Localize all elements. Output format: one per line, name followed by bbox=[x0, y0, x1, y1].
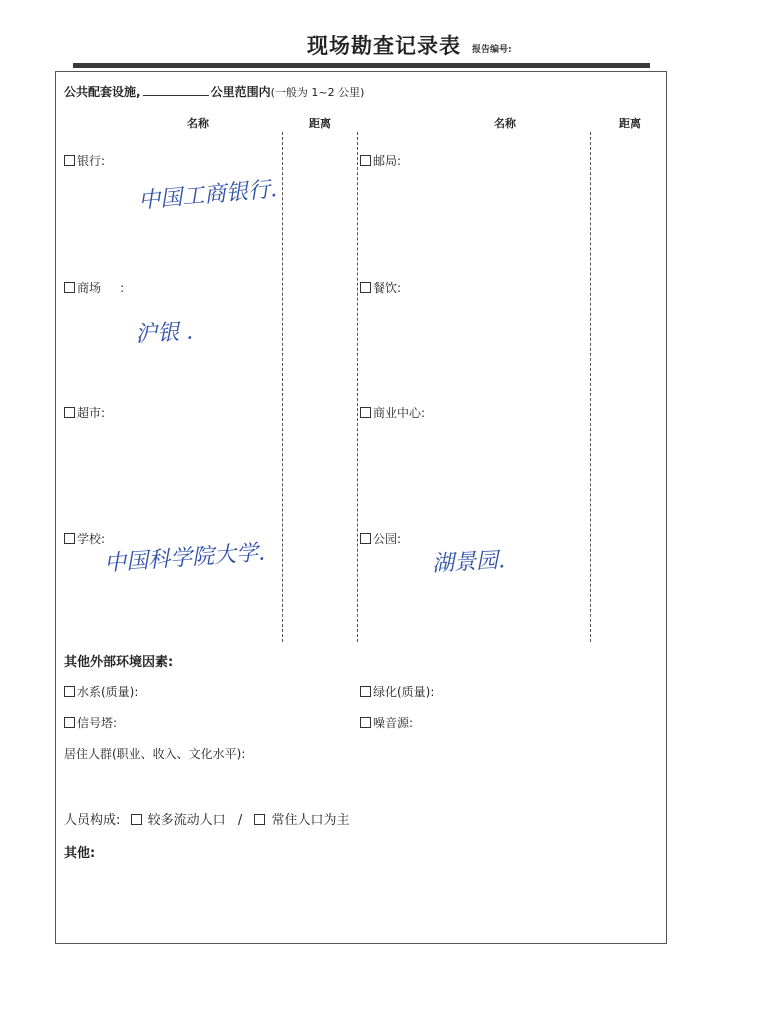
residents-label: 居住人群(职业、收入、文化水平): bbox=[64, 747, 246, 761]
park-checkbox[interactable] bbox=[360, 533, 371, 544]
park-handwriting: 湖景园. bbox=[431, 548, 506, 577]
dining-item bbox=[360, 279, 401, 296]
supermarket-checkbox[interactable] bbox=[64, 407, 75, 418]
school-item bbox=[64, 530, 105, 547]
supermarket-item bbox=[64, 404, 105, 421]
composition-separator: / bbox=[237, 813, 243, 828]
water-checkbox[interactable] bbox=[64, 686, 75, 697]
bank-label: 银行: bbox=[77, 154, 106, 168]
title-rule bbox=[73, 63, 650, 68]
park-item bbox=[360, 530, 401, 547]
greening-item bbox=[360, 683, 434, 700]
dining-label: 餐饮: bbox=[373, 281, 402, 295]
facilities-title bbox=[64, 83, 364, 100]
signal-label: 信号塔: bbox=[77, 716, 118, 730]
col-name-right: 名称 bbox=[494, 117, 516, 130]
noise-item bbox=[360, 714, 413, 731]
school-label: 学校: bbox=[77, 532, 106, 546]
commercial-center-item bbox=[360, 404, 425, 421]
center-divider bbox=[357, 132, 358, 642]
commercial-center-checkbox[interactable] bbox=[360, 407, 371, 418]
mall-handwriting: 沪银 . bbox=[134, 319, 194, 348]
park-label: 公园: bbox=[373, 532, 402, 546]
composition-label: 人员构成: bbox=[64, 813, 121, 828]
col-name-left: 名称 bbox=[187, 117, 209, 130]
other-label: 其他: bbox=[64, 846, 96, 861]
water-label: 水系(质量): bbox=[77, 685, 139, 699]
facilities-title-post: 公里范围内 bbox=[210, 85, 271, 99]
composition-row bbox=[64, 809, 350, 828]
right-distance-divider bbox=[590, 132, 591, 642]
water-item bbox=[64, 683, 138, 700]
school-checkbox[interactable] bbox=[64, 533, 75, 544]
signal-item bbox=[64, 714, 117, 731]
facilities-note: (一般为 1~2 公里) bbox=[270, 86, 365, 99]
resident-population-checkbox[interactable] bbox=[254, 814, 265, 825]
greening-label: 绿化(质量): bbox=[373, 685, 435, 699]
noise-checkbox[interactable] bbox=[360, 717, 371, 728]
facilities-title-pre: 公共配套设施, bbox=[64, 85, 141, 99]
mall-item bbox=[64, 279, 124, 296]
floating-population-label: 较多流动人口 bbox=[147, 813, 226, 828]
bank-item bbox=[64, 152, 105, 169]
floating-population-checkbox[interactable] bbox=[131, 814, 142, 825]
post-office-label: 邮局: bbox=[373, 154, 402, 168]
mall-checkbox[interactable] bbox=[64, 282, 75, 293]
resident-population-label: 常住人口为主 bbox=[271, 813, 350, 828]
report-number-label: 报告编号: bbox=[472, 45, 512, 55]
environment-title: 其他外部环境因素: bbox=[64, 655, 174, 670]
left-distance-divider bbox=[282, 132, 283, 642]
post-office-item bbox=[360, 152, 401, 169]
signal-checkbox[interactable] bbox=[64, 717, 75, 728]
school-handwriting: 中国科学院大学. bbox=[103, 540, 266, 577]
post-office-checkbox[interactable] bbox=[360, 155, 371, 166]
radius-blank[interactable] bbox=[143, 85, 209, 96]
col-distance-left: 距离 bbox=[309, 117, 331, 130]
supermarket-label: 超市: bbox=[77, 406, 106, 420]
bank-checkbox[interactable] bbox=[64, 155, 75, 166]
mall-label: 商场 : bbox=[77, 281, 125, 295]
noise-label: 噪音源: bbox=[373, 716, 414, 730]
col-distance-right: 距离 bbox=[619, 117, 641, 130]
commercial-center-label: 商业中心: bbox=[373, 406, 426, 420]
page-title: 现场勘查记录表 bbox=[307, 33, 461, 58]
greening-checkbox[interactable] bbox=[360, 686, 371, 697]
bank-handwriting: 中国工商银行. bbox=[137, 176, 278, 215]
dining-checkbox[interactable] bbox=[360, 282, 371, 293]
